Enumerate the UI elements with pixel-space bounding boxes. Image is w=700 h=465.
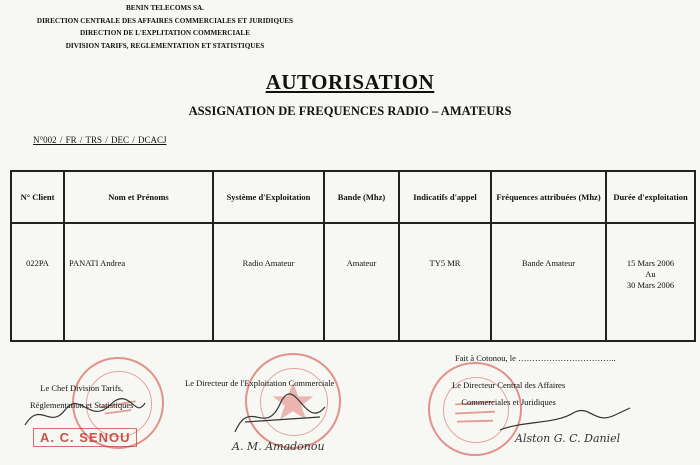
document-subtitle: ASSIGNATION DE FREQUENCES RADIO – AMATEURS bbox=[188, 104, 512, 118]
company-name: BENIN TELECOMS SA. bbox=[126, 4, 204, 12]
signatory-3-line-2: Commerciales et Juridiques bbox=[461, 397, 556, 407]
direction-exploitation: DIRECTION DE L'EXPLITATION COMMERCIALE bbox=[79, 29, 251, 37]
col-header-name: Nom et Prénoms bbox=[64, 171, 213, 223]
col-header-frequencies: Fréquences attribuées (Mhz) bbox=[491, 171, 606, 223]
reference-number: N°002 / FR / TRS / DEC / DCACJ bbox=[33, 135, 167, 145]
signatory-3-line-1: Le Directeur Central des Affaires bbox=[452, 380, 566, 390]
cell-name: PANATI Andrea bbox=[64, 223, 213, 341]
duration-separator: Au bbox=[645, 269, 656, 279]
place-date-line: Fait à Cotonou, le …………………………….. bbox=[455, 353, 616, 363]
col-header-system: Système d'Exploitation bbox=[213, 171, 324, 223]
signature-name-3: Alston G. C. Daniel bbox=[515, 432, 621, 445]
letterhead bbox=[0, 2, 330, 52]
document-title: AUTORISATION bbox=[265, 70, 435, 94]
signatory-1-line-2: Réglementation et Statistiques bbox=[30, 400, 134, 410]
cell-system: Radio Amateur bbox=[213, 223, 324, 341]
cell-band: Amateur bbox=[324, 223, 399, 341]
signature-name-1: A. C. SENOU bbox=[33, 428, 137, 447]
cell-duration bbox=[606, 223, 695, 341]
signatory-1-line-1: Le Chef Division Tarifs, bbox=[40, 383, 124, 393]
cell-frequencies: Bande Amateur bbox=[491, 223, 606, 341]
assignment-table bbox=[10, 170, 696, 342]
table-row bbox=[11, 223, 695, 341]
col-header-band: Bande (Mhz) bbox=[324, 171, 399, 223]
cell-callsign: TY5 MR bbox=[399, 223, 491, 341]
cell-client: 022PA bbox=[11, 223, 64, 341]
signature-2 bbox=[225, 392, 335, 442]
signature-name-2: A. M. Amadonou bbox=[232, 440, 325, 453]
direction-centrale: DIRECTION CENTRALE DES AFFAIRES COMMERCIALES ET JURIDIQUES bbox=[36, 16, 294, 25]
duration-to: 30 Mars 2006 bbox=[626, 280, 675, 290]
signatory-directeur-exploitation: Le Directeur de l'Exploitation Commerciale bbox=[185, 378, 335, 388]
table-header-row bbox=[11, 171, 695, 223]
col-header-callsign: Indicatifs d'appel bbox=[399, 171, 491, 223]
division-tarifs: DIVISION TARIFS, REGLEMENTATION ET STATISTIQUES bbox=[65, 41, 265, 50]
col-header-duration: Durée d'exploitation bbox=[606, 171, 695, 223]
duration-from: 15 Mars 2006 bbox=[626, 258, 675, 268]
col-header-client: N° Client bbox=[11, 171, 64, 223]
